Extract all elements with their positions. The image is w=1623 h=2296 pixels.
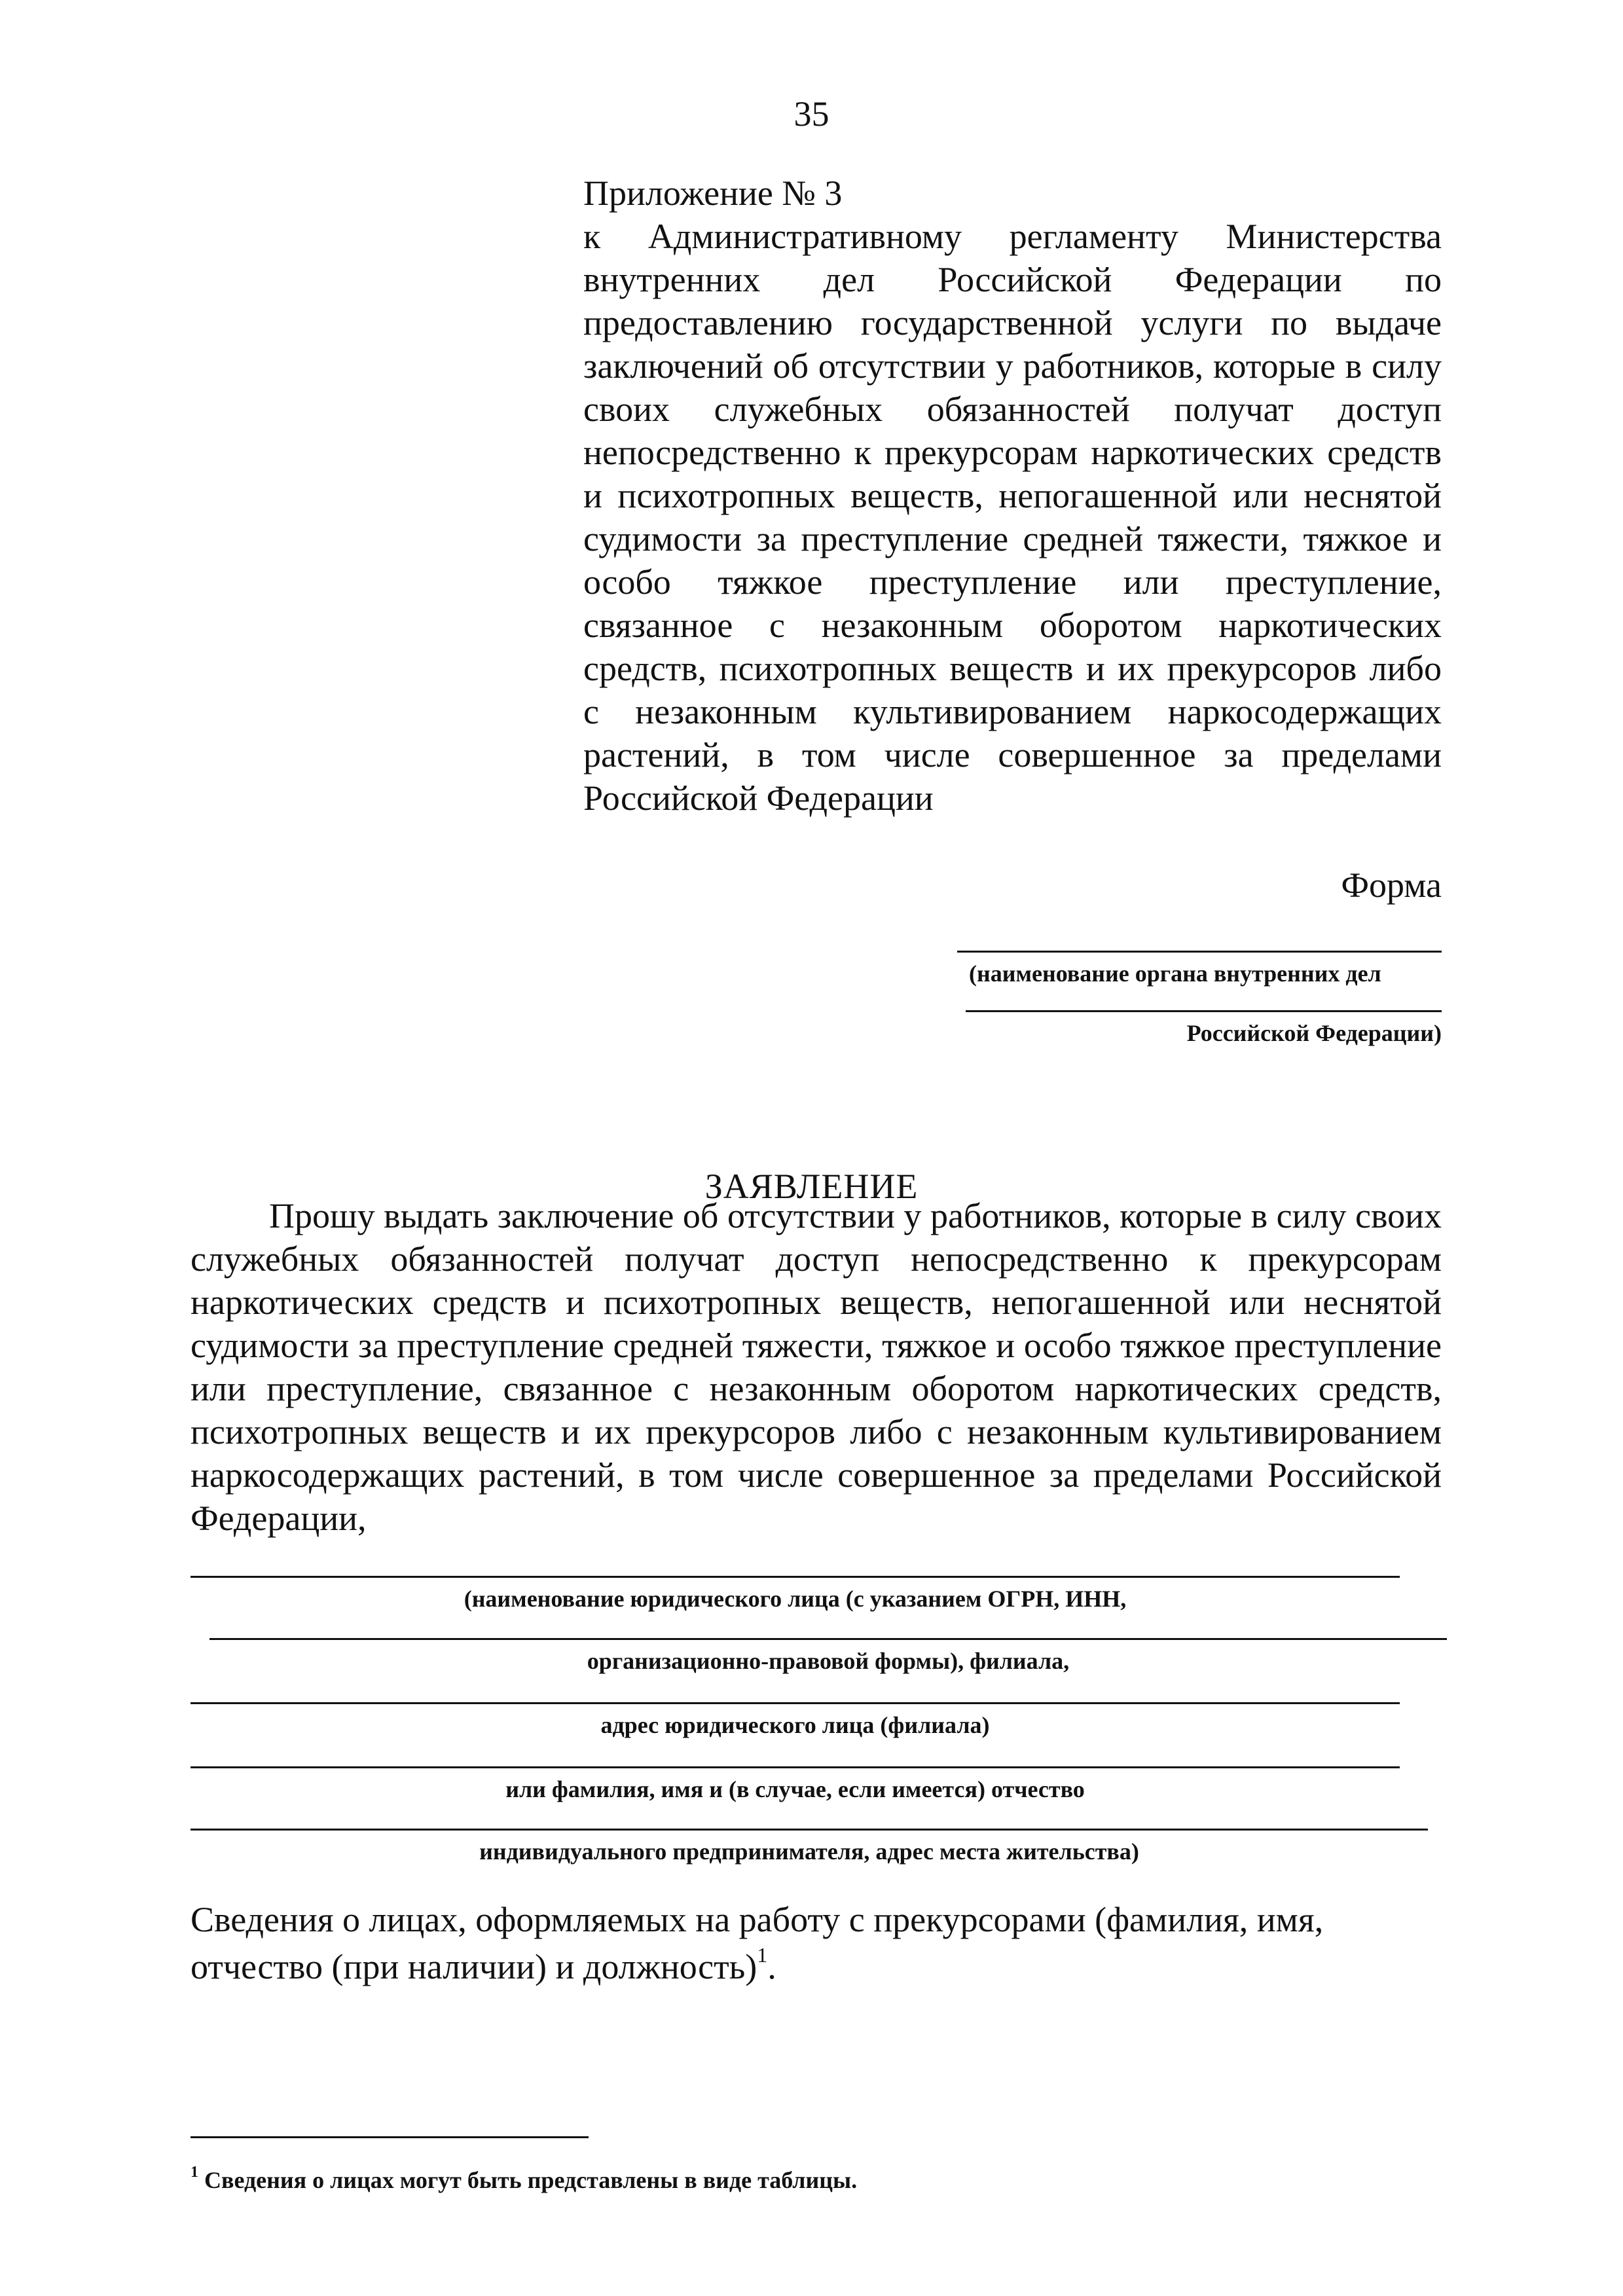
document-heading: ЗАЯВЛЕНИЕ: [704, 1167, 919, 1206]
authority-name-field-continued[interactable]: [966, 1010, 1442, 1048]
form-label: Форма: [1341, 866, 1442, 905]
organization-form-line: [210, 1638, 1447, 1640]
organization-form-caption: организационно-правовой формы), филиала,: [587, 1648, 1070, 1674]
annex-title: Приложение № 3: [583, 173, 843, 213]
annex-reference: к Административному регламенту Министерства внутренних дел Российской Федерации по предоставлению государственной услуги по выдаче заключений об отсутствии у работников, которые в силу своих служебных обязанностей получат доступ непосредственно к прекурсорам наркотических средств и психотропных веществ, непогашенной или неснятой судимости за преступление средней тяжести, тяжкое и особо тяжкое преступление или преступление, связанное с незаконным оборотом наркотических средств, психотропных веществ и их прекурсоров либо с незаконным культивированием наркосодержащих растений, в том числе совершенное за пределами Российской Федерации: [583, 217, 1442, 818]
request-paragraph: Прошу выдать заключение об отсутствии у работников, которые в силу своих служебных обязанностей получат доступ непосредственно к прекурсорам наркотических средств и психотропных веществ, непогашенной или неснятой судимости за преступление средней тяжести, тяжкое и особо тяжкое преступление или преступление, связанное с незаконным оборотом наркотических средств, психотропных веществ и их прекурсоров либо с незаконным культивированием наркосодержащих растений, в том числе совершенное за пределами Российской Федерации,: [191, 1196, 1442, 1538]
entrepreneur-address-caption: индивидуального предпринимателя, адрес места жительства): [479, 1838, 1139, 1865]
organization-address-field[interactable]: [191, 1702, 1400, 1740]
authority-name-caption: (наименование органа внутренних дел: [969, 960, 1381, 987]
authority-name-field[interactable]: [957, 951, 1442, 988]
organization-address-caption: адрес юридического лица (филиала): [600, 1712, 990, 1738]
entrepreneur-address-field[interactable]: [191, 1829, 1428, 1866]
persons-info-end: .: [767, 1947, 776, 1986]
persons-info-text: Сведения о лицах, оформляемых на работу с прекурсорами (фамилия, имя, отчество (при наличии) и должность): [191, 1900, 1324, 1986]
footnote-marker: 1: [191, 2164, 198, 2181]
footnote-reference: 1: [757, 1943, 768, 1967]
footnote-separator: [191, 2136, 589, 2138]
entrepreneur-name-caption: или фамилия, имя и (в случае, если имеется) отчество: [505, 1776, 1085, 1802]
persons-info-paragraph: [191, 1896, 1442, 1990]
page-number: 35: [793, 94, 830, 134]
organization-name-caption: (наименование юридического лица (с указанием ОГРН, ИНН,: [464, 1586, 1127, 1612]
organization-address-line: [191, 1702, 1400, 1704]
authority-name-line-2: [966, 1010, 1442, 1012]
organization-name-line: [191, 1576, 1400, 1578]
entrepreneur-name-line: [191, 1766, 1400, 1768]
footnote: [191, 2160, 1304, 2195]
entrepreneur-address-line: [191, 1829, 1428, 1831]
authority-name-line: [957, 951, 1442, 953]
footnote-text: Сведения о лицах могут быть представлены в виде таблицы.: [204, 2167, 858, 2193]
entrepreneur-name-field[interactable]: [191, 1766, 1400, 1804]
annex-block: [583, 172, 1442, 820]
authority-name-caption-2: Российской Федерации): [1186, 1020, 1442, 1046]
organization-form-field[interactable]: [210, 1638, 1447, 1675]
organization-name-field[interactable]: [191, 1576, 1400, 1613]
